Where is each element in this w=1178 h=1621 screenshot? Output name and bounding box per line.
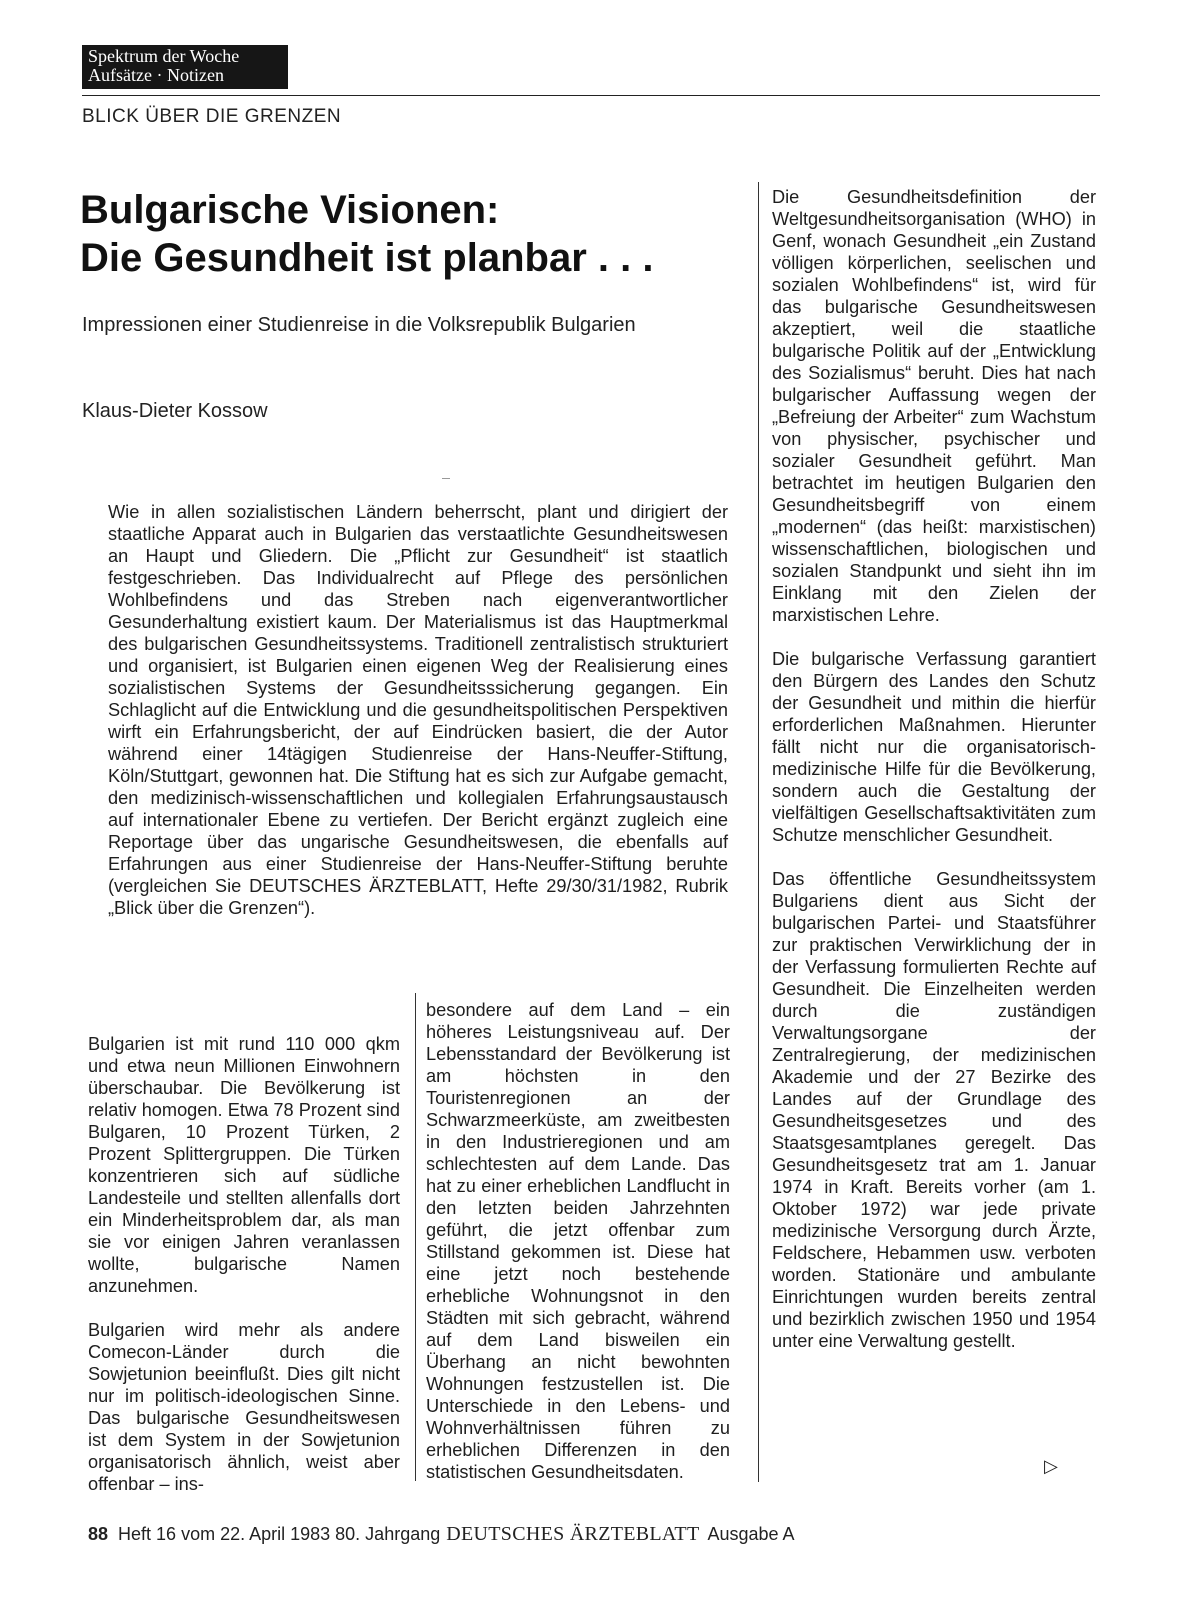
article-lead: Wie in allen sozialistischen Ländern beherrscht, plant und dirigiert der staatliche Apparat auch in Bulgarien das verstaatlichte Gesundheitswesen an Haupt und Gliedern. Die „Pflicht zur Gesundheit“ ist staatlich festgeschrieben. Das Individualrecht auf Pflege des persönlichen Wohlbefindens und das Streben nach eigenverantwortlicher Gesunderhaltung existiert kaum. Der Materialismus ist das Hauptmerkmal des bulgarischen Gesundheitssystems. Traditionell zentralistisch strukturiert und organisiert, ist Bulgarien einen eigenen Weg der Realisierung eines sozialistischen Systems der Gesundheitsssicherung gegangen. Ein Schlaglicht auf die Entwicklung und die gesundheitspolitischen Perspektiven wirft ein Erfahrungsbericht, der auf Eindrücken basiert, die der Autor während einer 14tägigen Studienreise der Hans-Neuffer-Stiftung, Köln/Stuttgart, gewonnen hat. Die Stiftung hat es sich zur Aufgabe gemacht, den medizinisch-wissenschaftlichen und kollegialen Erfahrungsaustausch auf internationaler Ebene zu vertiefen. Der Bericht ergänzt zugleich eine Reportage über das ungarische Gesundheitswesen, die ebenfalls auf Erfahrungen aus einer Studienreise der Hans-Neuffer-Stiftung beruhte (vergleichen Sie DEUTSCHES ÄRZTEBLATT, Hefte 29/30/31/1982, Rubrik „Blick über die Grenzen“). bbox=[108, 502, 728, 918]
section-label-box bbox=[82, 45, 288, 89]
article-title bbox=[80, 186, 720, 282]
body-paragraph: Die bulgarische Verfassung garantiert den Bürgern des Landes den Schutz der Gesundheit und mithin die hierfür erforderlichen Maßnahmen. Hierunter fällt nicht nur die organisatorisch-medizinische Hilfe für die Bevölkerung, sondern auch die Gestaltung der vielfältigen Gesellschaftsaktivitäten zum Schutze menschlicher Gesundheit. bbox=[772, 649, 1096, 845]
section-label-line1: Spektrum der Woche bbox=[88, 46, 240, 66]
header-rule bbox=[82, 95, 1100, 96]
page-number: 88 bbox=[88, 1524, 109, 1544]
continue-triangle-icon: ▷ bbox=[1044, 1456, 1058, 1476]
rubric-heading: BLICK ÜBER DIE GRENZEN bbox=[82, 106, 342, 127]
body-paragraph: Das öffentliche Gesundheitssystem Bulgariens dient aus Sicht der bulgarischen Partei- und Staatsführer zur praktischen Verwirklichung der in der Verfassung formulierten Rechte auf Gesundheit. Die Einzelheiten werden durch die zuständigen Verwaltungsorgane der Zentralregierung, der medizinischen Akademie und der 27 Bezirke des Landes auf der Grundlage des Gesundheitsgesetzes und des Staatsgesamtplanes geregelt. Das Gesundheitsgesetz trat am 1. Januar 1974 in Kraft. Bereits vorher (am 1. Oktober 1972) war jede private medizinische Versorgung durch Ärzte, Feldschere, Hebammen usw. verboten worden. Stationäre und ambulante Einrichtungen wurden bereits zentral und bezirklich zwischen 1950 und 1954 unter eine Verwaltung gestellt. bbox=[772, 869, 1096, 1351]
body-paragraph: Bulgarien ist mit rund 110 000 qkm und etwa neun Millionen Einwohnern überschaubar. Die Bevölkerung ist relativ homogen. Etwa 78 Prozent sind Bulgaren, 10 Prozent Türken, 2 Prozent Splittergruppen. Die Türken konzentrieren sich auf südliche Landesteile und stellten allenfalls dort ein Minderheitsproblem dar, als man sie vor einigen Jahren veranlassen wollte, bulgarische Namen anzunehmen. bbox=[88, 1034, 400, 1296]
column-divider-left bbox=[415, 993, 416, 1481]
page-footer bbox=[88, 1523, 795, 1546]
column-divider-right bbox=[758, 182, 759, 1482]
article-subtitle: Impressionen einer Studienreise in die Volksrepublik Bulgarien bbox=[82, 314, 636, 336]
column-right bbox=[772, 186, 1096, 1352]
article-title-line2: Die Gesundheit ist planbar . . . bbox=[80, 236, 654, 280]
magazine-name: DEUTSCHES ÄRZTEBLATT bbox=[446, 1523, 700, 1545]
article-title-line1: Bulgarische Visionen: bbox=[80, 188, 500, 232]
section-label-line2: Aufsätze · Notizen bbox=[88, 65, 224, 85]
column-middle bbox=[426, 999, 730, 1483]
body-paragraph: Bulgarien wird mehr als andere Comecon-Länder durch die Sowjetunion beeinflußt. Dies gilt nicht nur im politisch-ideologischen Sinne. Das bulgarische Gesundheitswesen ist dem System in der Sowjetunion organisatorisch ähnlich, weist aber offenbar – ins- bbox=[88, 1320, 400, 1494]
issue-info: Heft 16 vom 22. April 1983 80. Jahrgang bbox=[118, 1524, 441, 1544]
body-paragraph: besondere auf dem Land – ein höheres Leistungsniveau auf. Der Lebensstandard der Bevölkerung ist am höchsten in den Touristenregionen an der Schwarzmeerküste, am zweitbesten in den Industrieregionen und am schlechtesten auf dem Lande. Das hat zu einer erheblichen Landflucht in den letzten beiden Jahrzehnten geführt, die jetzt offenbar zum Stillstand gekommen ist. Diese hat eine jetzt noch bestehende erhebliche Wohnungsnot in den Städten mit sich gebracht, während auf dem Land bisweilen ein Überhang an nicht bewohnten Wohnungen festzustellen ist. Die Unterschiede in den Lebens- und Wohnverhältnissen führen zu erheblichen Differenzen in den statistischen Gesundheitsdaten. bbox=[426, 1000, 730, 1482]
body-paragraph: Die Gesundheitsdefinition der Weltgesundheitsorganisation (WHO) in Genf, wonach Gesundheit „ein Zustand völligen körperlichen, seelischen und sozialen Wohlbefindens“ ist, wird für das bulgarische Gesundheitswesen akzeptiert, weil die staatliche bulgarische Politik auf der „Entwicklung des Sozialismus“ beruht. Dies hat nach bulgarischer Auffassung wegen der „Befreiung der Arbeiter“ zum Wachstum von physischer, psychischer und sozialer Gesundheit geführt. Man betrachtet im heutigen Bulgarien den Gesundheitsbegriff von einem „modernen“ (das heißt: marxistischen) wissenschaftlichen, biologischen und sozialen Standpunkt und sieht ihn im Einklang mit den Zielen der marxistischen Lehre. bbox=[772, 187, 1096, 625]
article-author: Klaus-Dieter Kossow bbox=[82, 400, 268, 422]
decorative-dash bbox=[442, 478, 450, 479]
column-left bbox=[88, 1033, 400, 1495]
edition-label: Ausgabe A bbox=[707, 1524, 795, 1544]
